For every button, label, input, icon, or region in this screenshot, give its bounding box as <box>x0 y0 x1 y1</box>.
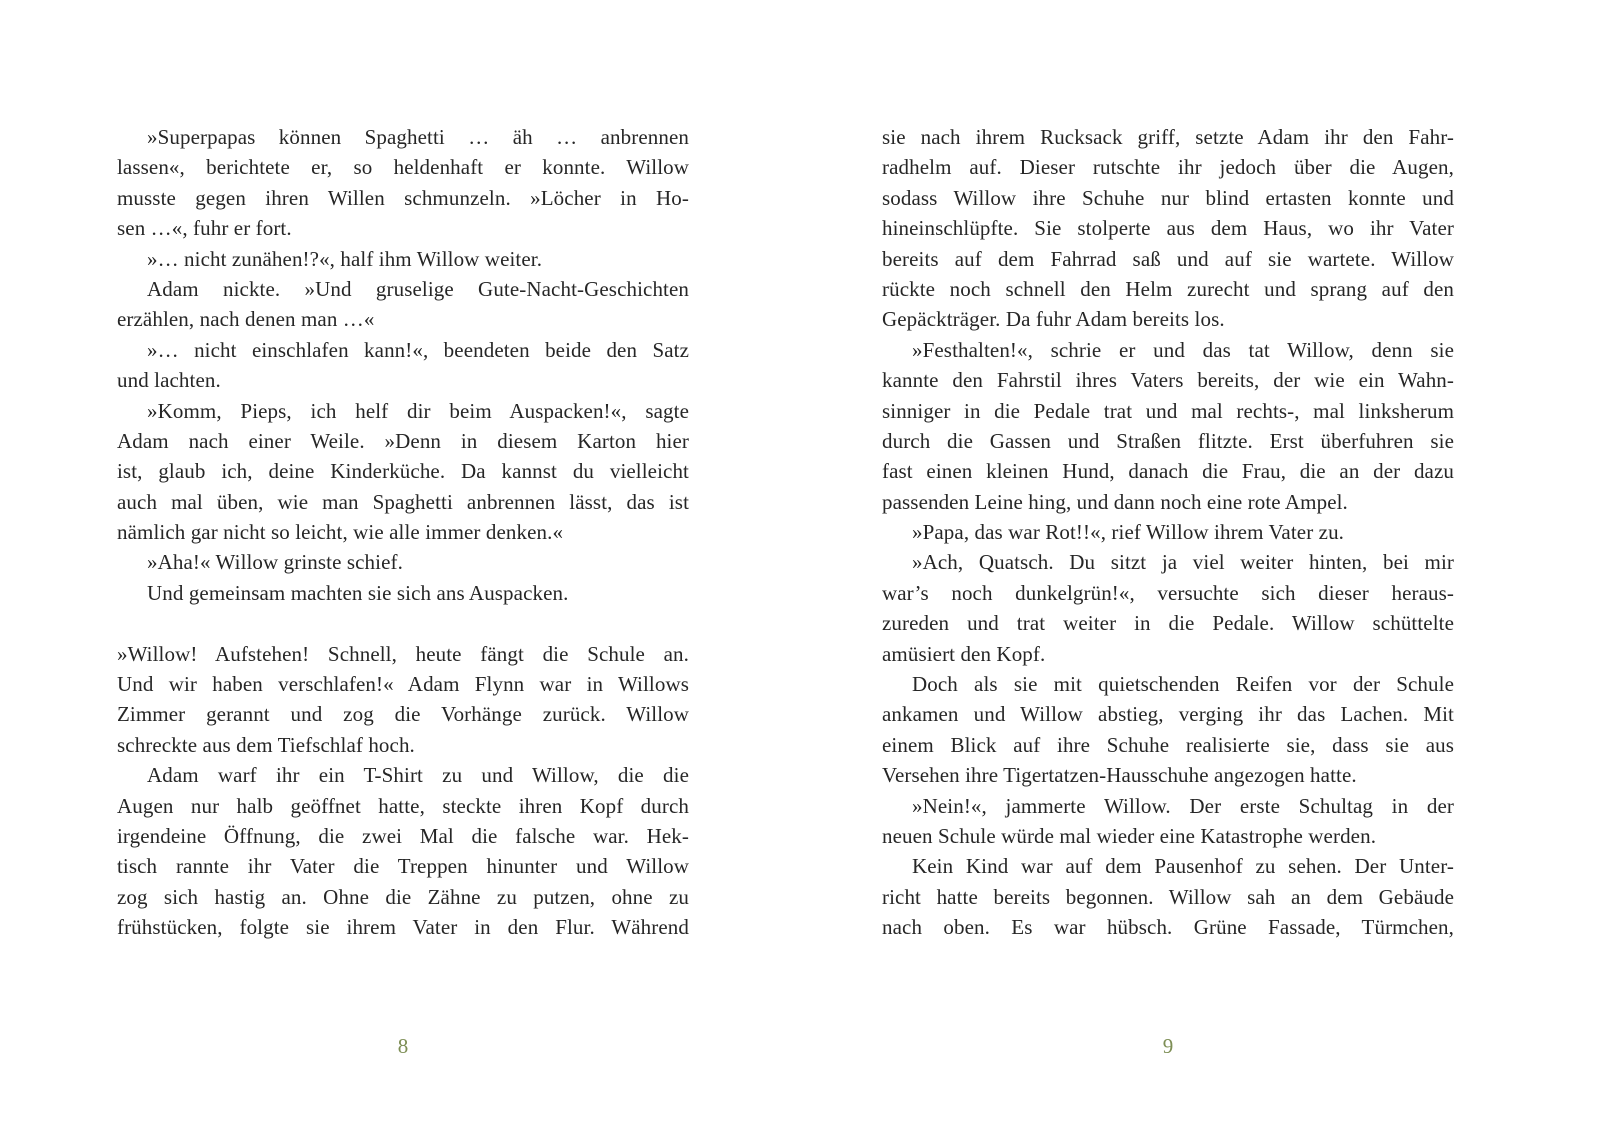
text-line: irgendeine Öffnung, die zwei Mal die falsche war. Hek- <box>117 823 689 848</box>
text-line: durch die Gassen und Straßen flitzte. Erst überfuhren sie <box>882 428 1454 453</box>
text-line: lassen«, berichtete er, so heldenhaft er konnte. Willow <box>117 155 689 180</box>
book-page-right <box>882 0 1454 1131</box>
text-line: ist, glaub ich, deine Kinderküche. Da kannst du vielleicht <box>117 459 689 484</box>
text-line: nämlich gar nicht so leicht, wie alle immer denken.« <box>117 520 564 545</box>
text-line: Doch als sie mit quietschenden Reifen vor der Schule <box>912 672 1454 697</box>
text-line: nach oben. Es war hübsch. Grüne Fassade, Türmchen, <box>882 915 1454 940</box>
text-line: auch mal üben, wie man Spaghetti anbrennen lässt, das ist <box>117 489 689 514</box>
text-line: Augen nur halb geöffnet hatte, steckte ihren Kopf durch <box>117 793 689 818</box>
page-right-text <box>882 122 1454 943</box>
text-line: »Willow! Aufstehen! Schnell, heute fängt die Schule an. <box>117 641 689 666</box>
text-line: war’s noch dunkelgrün!«, versuchte sich dieser heraus- <box>882 580 1454 605</box>
text-line: frühstücken, folgte sie ihrem Vater in den Flur. Während <box>117 915 689 940</box>
text-line: kannte den Fahrstil ihres Vaters bereits, der wie ein Wahn- <box>882 368 1454 393</box>
text-line: Adam nach einer Weile. »Denn in diesem Karton hier <box>117 428 689 453</box>
text-line: richt hatte bereits begonnen. Willow sah an dem Gebäude <box>882 884 1454 909</box>
page-left-number: 8 <box>397 1034 409 1058</box>
text-line: fast einen kleinen Hund, danach die Frau, die an der dazu <box>882 459 1454 484</box>
text-line: und lachten. <box>117 368 221 393</box>
text-line: einem Blick auf ihre Schuhe realisierte sie, dass sie aus <box>882 732 1454 757</box>
text-line: ankamen und Willow abstieg, verging ihr das Lachen. Mit <box>882 702 1454 727</box>
text-line: Kein Kind war auf dem Pausenhof zu sehen. Der Unter- <box>912 854 1454 879</box>
text-line: sinniger in die Pedale trat und mal rechts-, mal linksherum <box>882 398 1454 423</box>
text-line: bereits auf dem Fahrrad saß und auf sie wartete. Willow <box>882 246 1454 271</box>
text-line: tisch rannte ihr Vater die Treppen hinunter und Willow <box>117 854 689 879</box>
text-line: »… nicht zunähen!?«, half ihm Willow weiter. <box>147 246 543 271</box>
text-line: Adam nickte. »Und gruselige Gute-Nacht-Geschichten <box>147 276 689 301</box>
text-line: sie nach ihrem Rucksack griff, setzte Adam ihr den Fahr- <box>882 125 1454 149</box>
text-line: »Papa, das war Rot!!«, rief Willow ihrem Vater zu. <box>912 520 1345 545</box>
text-line: Und gemeinsam machten sie sich ans Auspacken. <box>147 580 569 605</box>
text-line: Adam warf ihr ein T-Shirt zu und Willow, die die <box>147 763 689 788</box>
text-line: Und wir haben verschlafen!« Adam Flynn war in Willows <box>117 672 689 697</box>
text-line: »Superpapas können Spaghetti … äh … anbrennen <box>147 125 689 149</box>
text-line: »Aha!« Willow grinste schief. <box>147 550 403 575</box>
text-line: »… nicht einschlafen kann!«, beendeten beide den Satz <box>147 337 689 362</box>
page-right-number: 9 <box>1162 1034 1174 1058</box>
text-line: sodass Willow ihre Schuhe nur blind ertasten konnte und <box>882 185 1454 210</box>
text-line: »Festhalten!«, schrie er und das tat Willow, denn sie <box>912 337 1454 362</box>
book-page-left <box>117 0 689 1131</box>
text-line: radhelm auf. Dieser rutschte ihr jedoch über die Augen, <box>882 155 1454 180</box>
text-line: zureden und trat weiter in die Pedale. Willow schüttelte <box>882 611 1454 636</box>
text-line: Gepäckträger. Da fuhr Adam bereits los. <box>882 307 1225 332</box>
text-line: neuen Schule würde mal wieder eine Katastrophe werden. <box>882 823 1377 848</box>
text-line: musste gegen ihren Willen schmunzeln. »Löcher in Ho- <box>117 185 689 210</box>
text-line: amüsiert den Kopf. <box>882 641 1046 666</box>
text-line: »Komm, Pieps, ich helf dir beim Auspacken!«, sagte <box>147 398 689 423</box>
text-line: Zimmer gerannt und zog die Vorhänge zurück. Willow <box>117 702 689 727</box>
text-line: hineinschlüpfte. Sie stolperte aus dem Haus, wo ihr Vater <box>882 216 1454 241</box>
text-line: sen …«, fuhr er fort. <box>117 216 292 241</box>
page-left-text <box>117 122 689 943</box>
text-line: Versehen ihre Tigertatzen-Hausschuhe angezogen hatte. <box>882 763 1357 788</box>
text-line: »Ach, Quatsch. Du sitzt ja viel weiter hinten, bei mir <box>912 550 1454 575</box>
text-line: rückte noch schnell den Helm zurecht und sprang auf den <box>882 276 1454 301</box>
text-line: passenden Leine hing, und dann noch eine rote Ampel. <box>882 489 1348 514</box>
text-line: »Nein!«, jammerte Willow. Der erste Schultag in der <box>912 793 1454 818</box>
text-line: zog sich hastig an. Ohne die Zähne zu putzen, ohne zu <box>117 884 689 909</box>
text-line: schreckte aus dem Tiefschlaf hoch. <box>117 732 415 757</box>
text-line: erzählen, nach denen man …« <box>117 307 375 332</box>
